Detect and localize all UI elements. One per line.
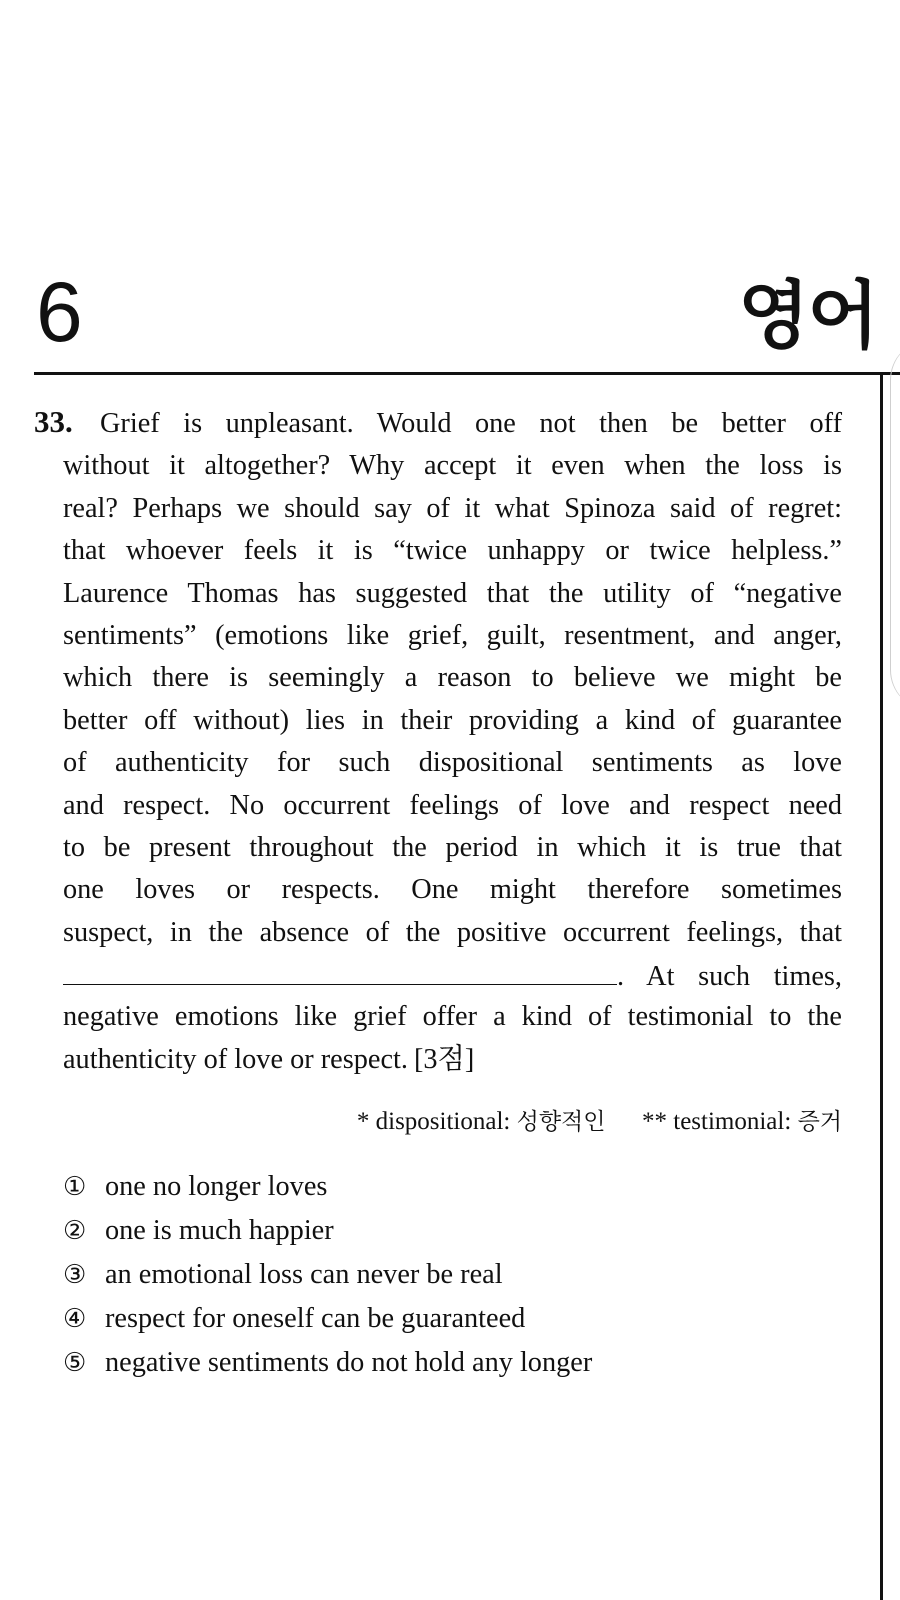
question-number: 33. xyxy=(34,404,73,439)
passage xyxy=(63,403,842,1081)
last-line-text: authenticity of love or respect. xyxy=(63,1043,408,1075)
subject-title: 영어 xyxy=(738,273,877,359)
choice-marker: ① xyxy=(63,1172,87,1202)
passage-line: Grief is unpleasant. Would one not then be better off xyxy=(100,408,842,439)
footnote-term: ** testimonial xyxy=(642,1108,785,1135)
choice-text: one is much happier xyxy=(105,1215,334,1246)
footnotes xyxy=(63,1104,842,1140)
choice-5[interactable] xyxy=(63,1341,842,1385)
footnote-separator: : xyxy=(784,1108,792,1135)
passage-line: suspect, in the absence of the positive occurrent feelings, that xyxy=(63,916,842,948)
footnote-meaning: 성향적인 xyxy=(516,1109,606,1135)
choice-marker: ② xyxy=(63,1216,87,1246)
passage-line-last xyxy=(63,1039,842,1081)
passage-line: sentiments” (emotions like grief, guilt, resentment, and anger, xyxy=(63,619,842,651)
passage-line: of authenticity for such dispositional sentiments as love xyxy=(63,747,842,779)
score-label: [3점] xyxy=(413,1043,475,1075)
passage-line: without it altogether? Why accept it even when the loss is xyxy=(63,450,842,482)
choice-text: an emotional loss can never be real xyxy=(105,1259,503,1290)
column-divider xyxy=(880,372,883,1600)
answer-choices xyxy=(63,1165,842,1385)
choice-text: negative sentiments do not hold any longer xyxy=(105,1347,593,1378)
header-rule xyxy=(34,372,900,375)
right-edge-arc xyxy=(890,340,900,710)
passage-line: which there is seemingly a reason to believe we might be xyxy=(63,662,842,694)
choice-text: one no longer loves xyxy=(105,1171,328,1202)
passage-line: negative emotions like grief offer a kind of testimonial to the xyxy=(63,1001,842,1033)
passage-line: real? Perhaps we should say of it what Spinoza said of regret: xyxy=(63,492,842,524)
passage-line: to be present throughout the period in which it is true that xyxy=(63,831,842,863)
choice-marker: ③ xyxy=(63,1260,87,1290)
after-blank-text: . At such times, xyxy=(617,961,842,993)
choice-marker: ④ xyxy=(63,1304,87,1334)
answer-blank xyxy=(63,954,617,985)
footnote-separator: : xyxy=(503,1108,511,1135)
passage-line: that whoever feels it is “twice unhappy or twice helpless.” xyxy=(63,535,842,567)
page-number: 6 xyxy=(36,265,83,359)
passage-line: better off without) lies in their providing a kind of guarantee xyxy=(63,704,842,736)
choice-text: respect for oneself can be guaranteed xyxy=(105,1303,526,1334)
passage-line: one loves or respects. One might therefore sometimes xyxy=(63,874,842,906)
choice-4[interactable] xyxy=(63,1297,842,1341)
blank-line xyxy=(63,954,842,996)
footnote-meaning: 증거 xyxy=(797,1109,842,1135)
choice-1[interactable] xyxy=(63,1165,842,1209)
passage-line: Laurence Thomas has suggested that the utility of “negative xyxy=(63,577,842,609)
choice-3[interactable] xyxy=(63,1253,842,1297)
choice-marker: ⑤ xyxy=(63,1348,87,1378)
footnote-term: * dispositional xyxy=(356,1108,504,1135)
passage-line: and respect. No occurrent feelings of love and respect need xyxy=(63,789,842,821)
choice-2[interactable] xyxy=(63,1209,842,1253)
